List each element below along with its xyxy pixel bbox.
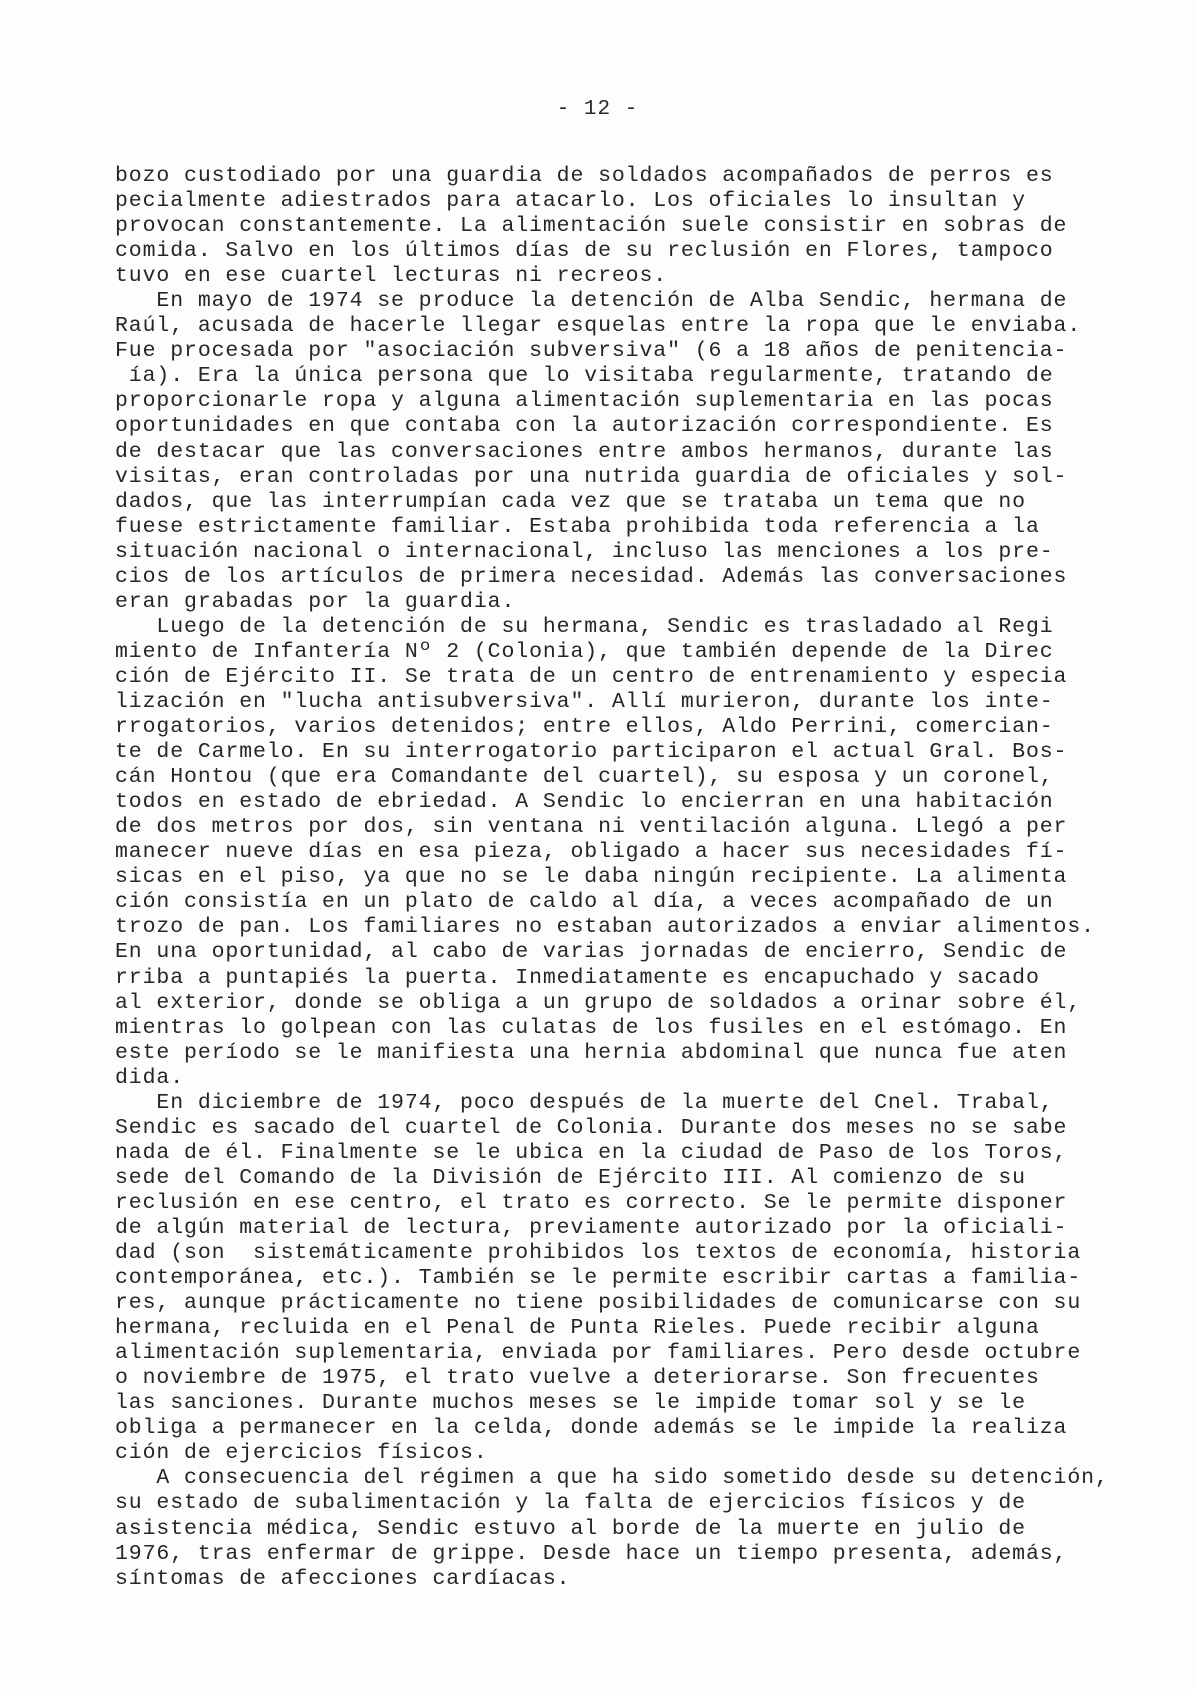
text-line: En una oportunidad, al cabo de varias jornadas de encierro, Sendic de [115,940,1068,965]
text-line: Luego de la detención de su hermana, Sendic es trasladado al Regi [115,614,1054,639]
text-line: res, aunque prácticamente no tiene posibilidades de comunicarse con su [115,1291,1082,1316]
text-line: En diciembre de 1974, poco después de la muerte del Cnel. Trabal, [115,1090,1054,1115]
text-line: nada de él. Finalmente se le ubica en la ciudad de Paso de los Toros, [115,1140,1068,1165]
text-line: comida. Salvo en los últimos días de su reclusión en Flores, tampoco [115,239,1054,264]
text-line: las sanciones. Durante muchos meses se le impide tomar sol y se le [115,1391,1026,1416]
text-line: En mayo de 1974 se produce la detención de Alba Sendic, hermana de [115,289,1068,314]
text-line: dados, que las interrumpían cada vez que se trataba un tema que no [115,489,1026,514]
text-line: reclusión en ese centro, el trato es correcto. Se le permite disponer [115,1190,1068,1215]
text-line: situación nacional o internacional, incluso las menciones a los pre- [115,539,1054,564]
text-line: contemporánea, etc.). También se le permite escribir cartas a familia- [115,1266,1082,1291]
text-line: dida. [115,1065,185,1090]
text-line: eran grabadas por la guardia. [115,589,516,614]
text-line: Raúl, acusada de hacerle llegar esquelas entre la ropa que le enviaba. [115,314,1082,339]
text-line: provocan constantemente. La alimentación suele consistir en sobras de [115,214,1068,239]
text-line: cios de los artículos de primera necesidad. Además las conversaciones [115,564,1068,589]
text-line: fuese estrictamente familiar. Estaba prohibida toda referencia a la [115,514,1040,539]
text-line: ción consistía en un plato de caldo al día, a veces acompañado de un [115,890,1054,915]
text-line: visitas, eran controladas por una nutrida guardia de oficiales y sol- [115,464,1068,489]
text-line: Fue procesada por "asociación subversiva" (6 a 18 años de penitencia- [115,339,1068,364]
text-line: o noviembre de 1975, el trato vuelve a deteriorarse. Son frecuentes [115,1366,1040,1391]
text-line: ción de ejercicios físicos. [115,1441,488,1466]
text-line: manecer nueve días en esa pieza, obligado a hacer sus necesidades fí- [115,840,1068,865]
text-line: ción de Ejército II. Se trata de un centro de entrenamiento y especia [115,664,1068,689]
text-line: Sendic es sacado del cuartel de Colonia. Durante dos meses no se sabe [115,1115,1068,1140]
text-line: pecialmente adiestrados para atacarlo. Los oficiales lo insultan y [115,189,1026,214]
text-line: tuvo en ese cuartel lecturas ni recreos. [115,264,668,289]
text-line: alimentación suplementaria, enviada por familiares. Pero desde octubre [115,1341,1082,1366]
text-line: ía). Era la única persona que lo visitaba regularmente, tratando de [115,364,1054,389]
text-line: dad (son sistemáticamente prohibidos los textos de economía, historia [115,1241,1082,1266]
text-line: este período se le manifiesta una hernia abdominal que nunca fue aten [115,1040,1068,1065]
text-line: A consecuencia del régimen a que ha sido sometido desde su detención, [115,1466,1109,1491]
text-line: oportunidades en que contaba con la autorización correspondiente. Es [115,414,1054,439]
text-line: sicas en el piso, ya que no se le daba ningún recipiente. La alimenta [115,865,1068,890]
text-line: trozo de pan. Los familiares no estaban autorizados a enviar alimentos. [115,915,1095,940]
body-text [115,164,1125,1592]
text-line: mientras lo golpean con las culatas de los fusiles en el estómago. En [115,1015,1068,1040]
text-line: al exterior, donde se obliga a un grupo de soldados a orinar sobre él, [115,990,1082,1015]
text-line: asistencia médica, Sendic estuvo al borde de la muerte en julio de [115,1516,1026,1541]
text-line: de algún material de lectura, previamente autorizado por la oficiali- [115,1215,1068,1240]
text-line: bozo custodiado por una guardia de soldados acompañados de perros es [115,164,1054,188]
text-line: obliga a permanecer en la celda, donde además se le impide la realiza [115,1416,1068,1441]
text-line: te de Carmelo. En su interrogatorio participaron el actual Gral. Bos- [115,740,1068,765]
text-line: miento de Infantería Nº 2 (Colonia), que también depende de la Direc [115,639,1054,664]
text-line: rrogatorios, varios detenidos; entre ellos, Aldo Perrini, comercian- [115,715,1054,740]
text-line: cán Hontou (que era Comandante del cuartel), su esposa y un coronel, [115,765,1054,790]
page-number: - 12 - [556,98,639,121]
text-line: de dos metros por dos, sin ventana ni ventilación alguna. Llegó a per [115,815,1068,840]
text-line: 1976, tras enfermar de grippe. Desde hace un tiempo presenta, además, [115,1541,1068,1566]
text-line: hermana, recluida en el Penal de Punta Rieles. Puede recibir alguna [115,1316,1040,1341]
text-line: todos en estado de ebriedad. A Sendic lo encierran en una habitación [115,790,1054,815]
text-line: proporcionarle ropa y alguna alimentación suplementaria en las pocas [115,389,1054,414]
text-line: síntomas de afecciones cardíacas. [115,1566,571,1591]
text-line: sede del Comando de la División de Ejército III. Al comienzo de su [115,1165,1026,1190]
text-line: de destacar que las conversaciones entre ambos hermanos, durante las [115,439,1054,464]
text-line: rriba a puntapiés la puerta. Inmediatamente es encapuchado y sacado [115,965,1040,990]
text-line: su estado de subalimentación y la falta de ejercicios físicos y de [115,1491,1026,1516]
text-line: lización en "lucha antisubversiva". Allí murieron, durante los inte- [115,689,1054,714]
